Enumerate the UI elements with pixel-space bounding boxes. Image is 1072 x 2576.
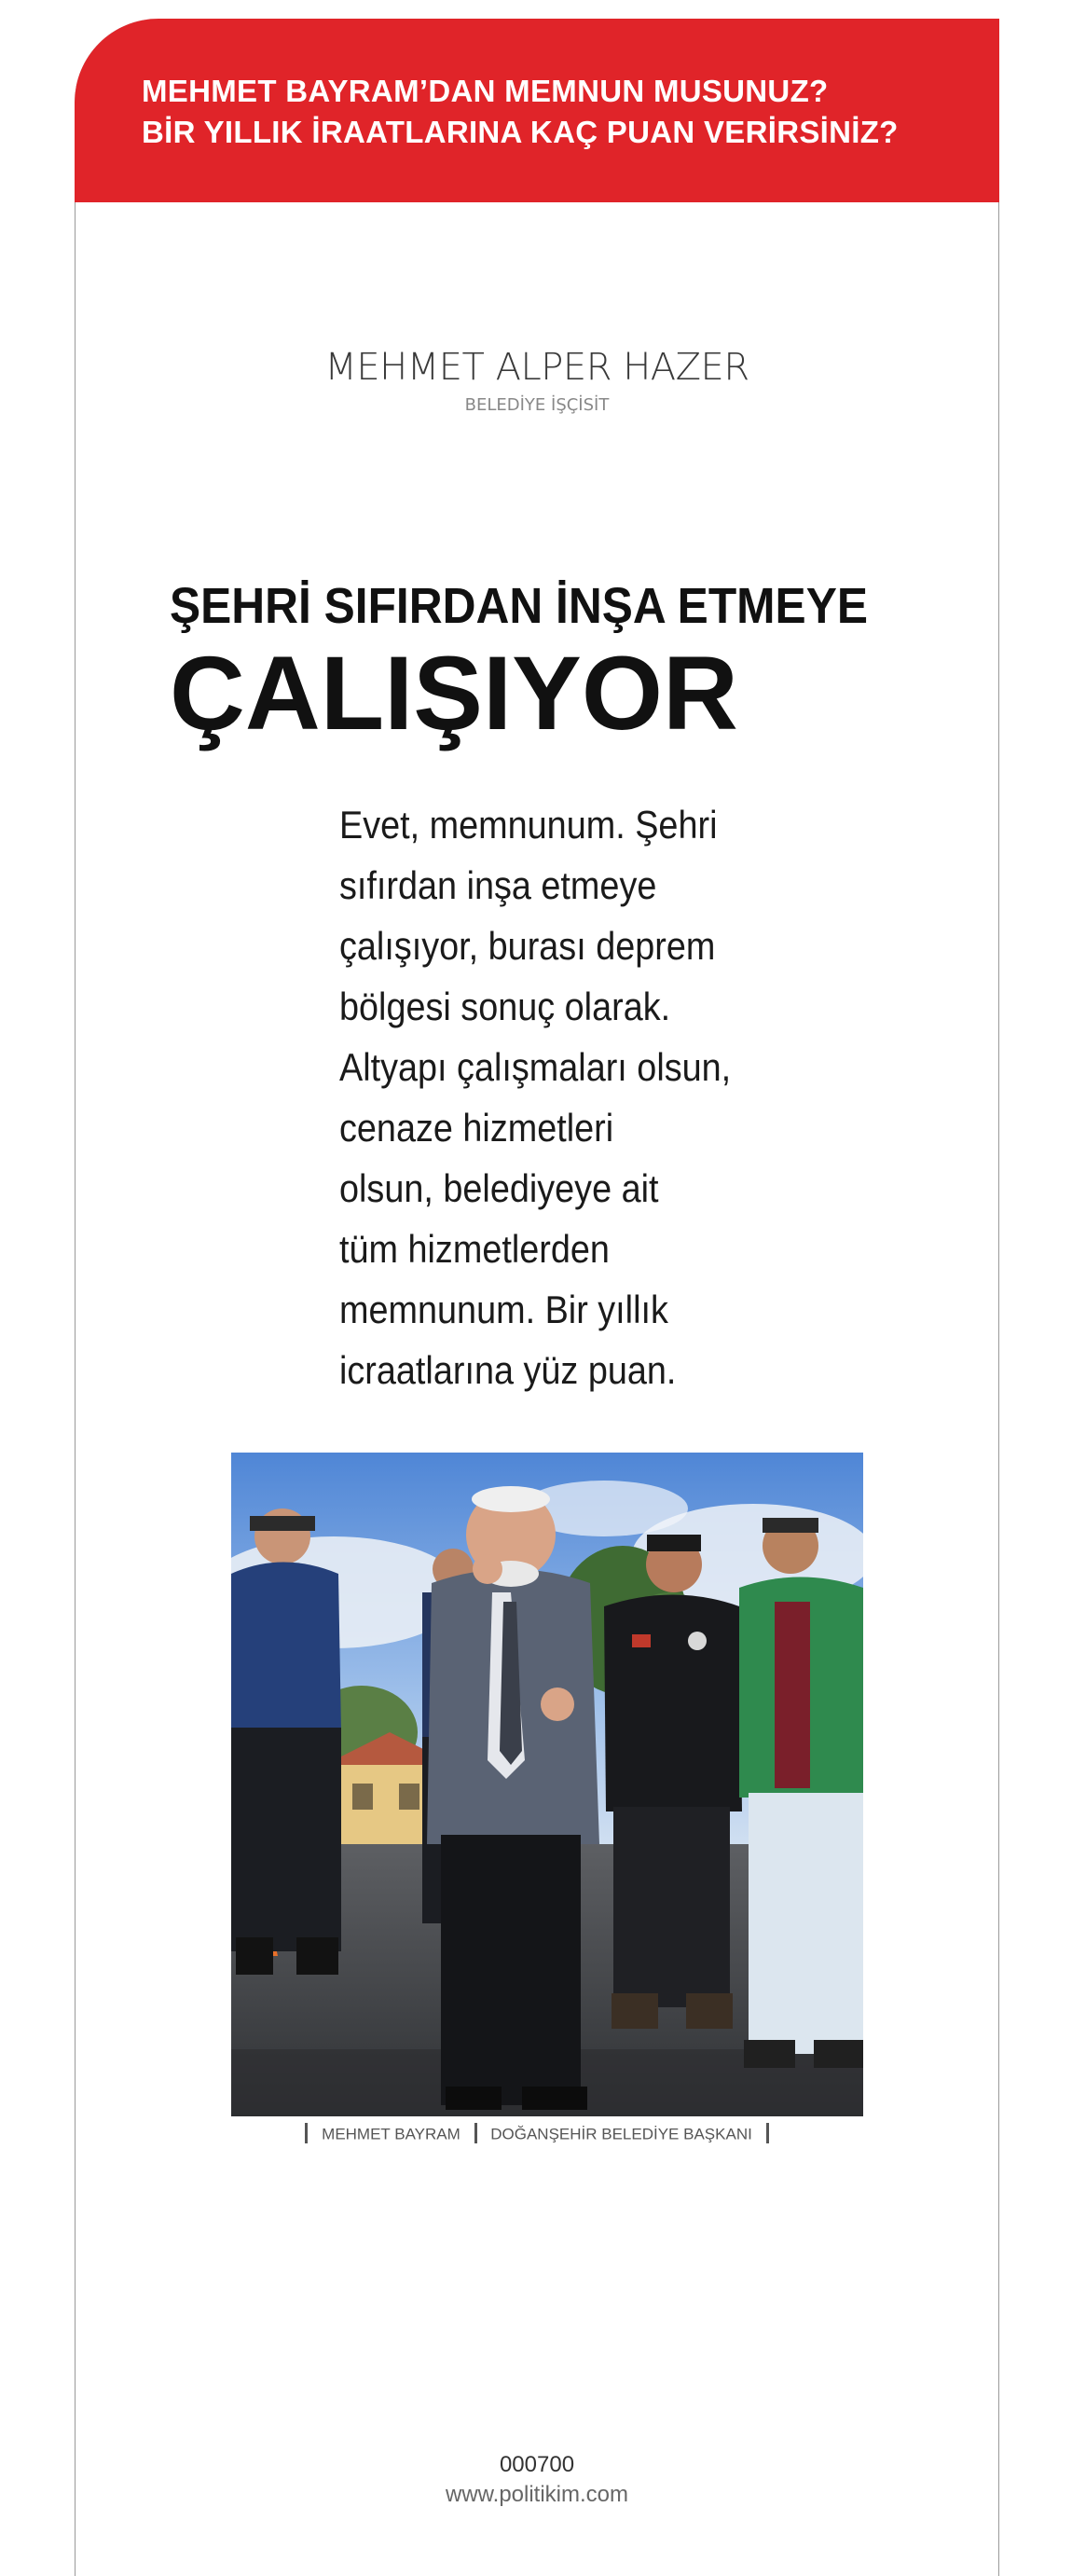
body-quote <box>339 794 777 1400</box>
caption-divider <box>766 2123 769 2143</box>
mayor-photo <box>231 1453 863 2116</box>
body-line: tüm hizmetlerden <box>339 1227 610 1271</box>
footer <box>75 2450 999 2510</box>
headline <box>170 571 971 751</box>
body-line: sıfırdan inşa etmeye <box>339 863 657 907</box>
author-name: MEHMET ALPER HAZER <box>324 346 749 389</box>
body-line: memnunum. Bir yıllık <box>339 1288 668 1331</box>
body-line: cenaze hizmetleri <box>339 1106 614 1150</box>
page-code: 000700 <box>499 2452 575 2477</box>
caption-title: DOĞANŞEHİR BELEDİYE BAŞKANI <box>490 2125 752 2143</box>
body-line: icraatlarına yüz puan. <box>339 1348 677 1392</box>
body-line: bölgesi sonuç olarak. <box>339 985 671 1028</box>
headline-line-1: ŞEHRİ SIFIRDAN İNŞA ETMEYE <box>170 578 868 634</box>
header-question-line-2: BİR YILLIK İRAATLARINA KAÇ PUAN VERİRSİNİZ? <box>142 115 899 149</box>
headline-line-2: ÇALIŞIYOR <box>170 635 738 751</box>
author-role: BELEDİYE İŞÇİSİT <box>464 395 610 415</box>
body-line: Altyapı çalışmaları olsun, <box>339 1045 732 1089</box>
header-question-line-1: MEHMET BAYRAM’DAN MEMNUN MUSUNUZ? <box>142 74 829 108</box>
caption-name: MEHMET BAYRAM <box>322 2125 460 2143</box>
body-line: Evet, memnunum. Şehri <box>339 803 718 847</box>
header-banner <box>75 19 999 202</box>
body-line: olsun, belediyeye ait <box>339 1166 659 1210</box>
author-byline <box>75 343 999 418</box>
photo-caption <box>75 2125 999 2145</box>
caption-divider <box>474 2123 477 2143</box>
website-url: www.politikim.com <box>445 2482 629 2507</box>
body-line: çalışıyor, burası deprem <box>339 924 716 968</box>
caption-divider <box>305 2123 308 2143</box>
